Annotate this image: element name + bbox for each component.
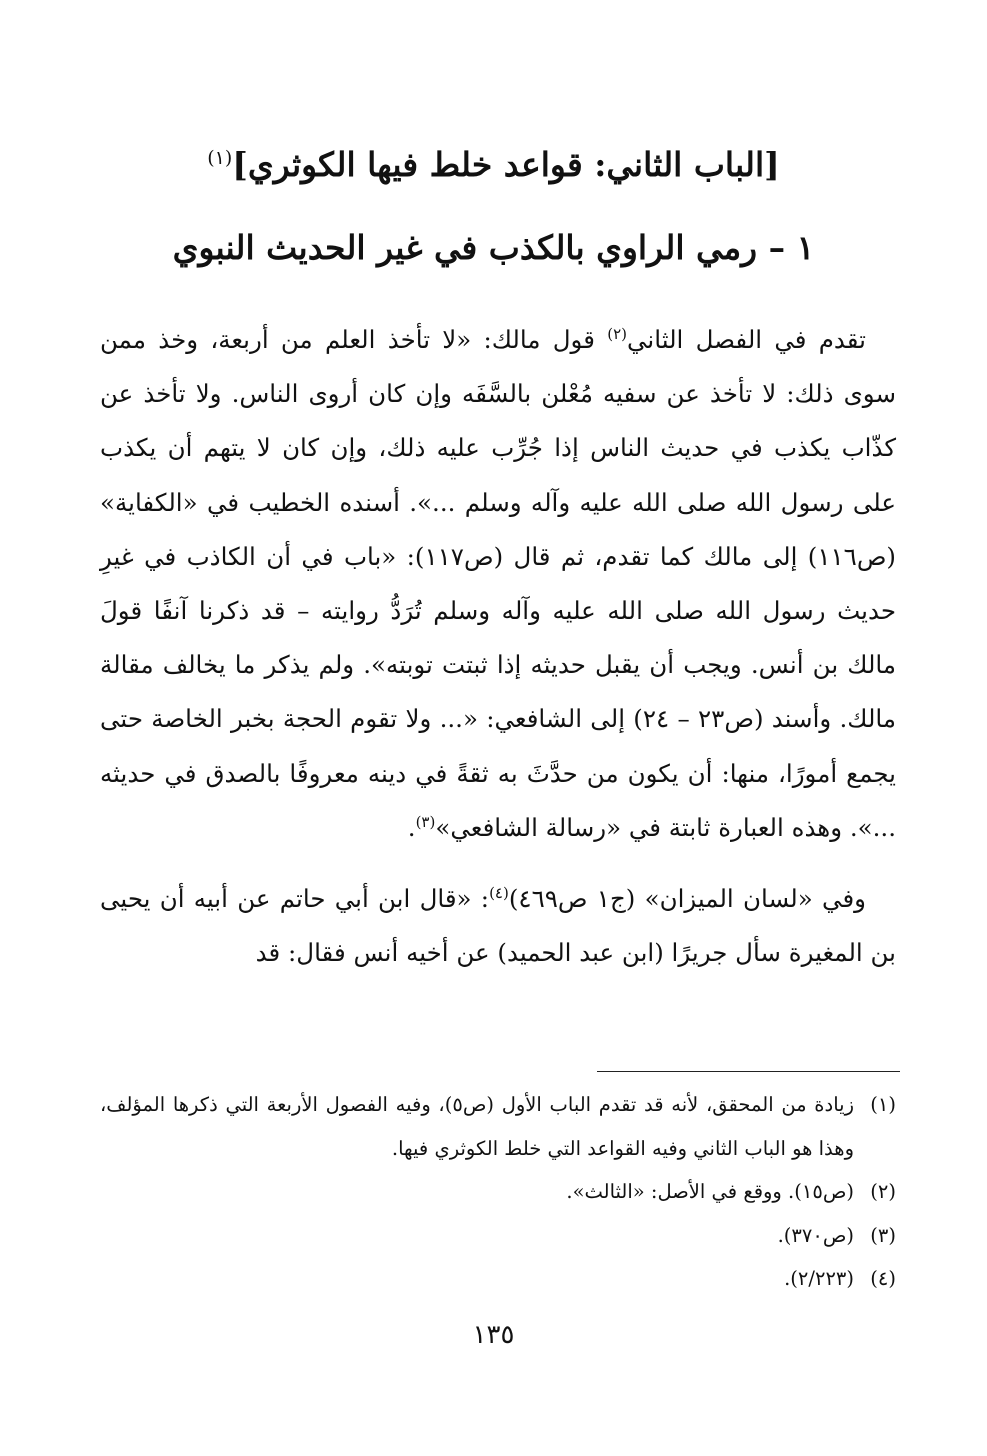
footnote-number: (٢) <box>870 1180 896 1203</box>
footnote-ref: (١) <box>207 147 233 169</box>
paragraph <box>100 313 896 855</box>
footnote-number: (١) <box>870 1093 896 1116</box>
footnote-number: (٤) <box>870 1267 896 1290</box>
footnote-ref: (٢) <box>607 324 627 343</box>
body-text <box>100 313 896 980</box>
footnote-ref: (٣) <box>415 812 436 831</box>
footnote <box>100 1257 896 1301</box>
paragraph-text: قول مالك: «لا تأخذ العلم من أربعة، وخذ ممن سوى ذلك: لا تأخذ عن سفيه مُعْلن بالسَّفَه وإن كان أروى الناس. ولا تأخذ عن كذّاب يكذب في حديث الناس إذا جُرِّب عليه ذلك، وإن كان لا يتهم أن يكذب على رسول الله صلى الله عليه وآله وسلم ...». أسنده الخطيب في «الكفاية» (ص١١٦) إلى مالك كما تقدم، ثم قال (ص١١٧): «باب في أن الكاذب في غيرِ حديث رسول الله صلى الله عليه وآله وسلم تُرَدُّ روايته – قد ذكرنا آنفًا قولَ مالك بن أنس. ويجب أن يقبل حديثه إذا ثبتت توبته». ولم يذكر ما يخالف مقالة مالك. وأسند (ص٢٣ – ٢٤) إلى الشافعي: «... ولا تقوم الحجة بخبر الخاصة حتى يجمع أمورًا، منها: أن يكون من حدَّثَ به ثقةً في دينه معروفًا بالصدق في حديثه ...». وهذه العبارة ثابتة في «رسالة الشافعي» <box>100 325 897 842</box>
footnote-text: (٢/٢٢٣). <box>784 1267 854 1290</box>
page-number: ١٣٥ <box>472 1320 515 1350</box>
chapter-title <box>90 128 897 195</box>
footnote-ref: (٤) <box>489 883 509 902</box>
footnote-text: (ص١٥). ووقع في الأصل: «الثالث». <box>566 1180 854 1203</box>
footnote <box>100 1214 896 1258</box>
footnote-text: (ص٣٧٠). <box>777 1223 854 1247</box>
section-title: ١ – رمي الراوي بالكذب في غير الحديث النبوي <box>172 228 815 267</box>
footnote <box>100 1083 896 1170</box>
footnote-text: زيادة من المحقق، لأنه قد تقدم الباب الأول (ص٥)، وفيه الفصول الأربعة التي ذكرها المؤلف، وهذا هو الباب الثاني وفيه القواعد التي خلط الكوثري فيها. <box>100 1093 854 1160</box>
footnotes <box>100 1083 896 1301</box>
footnote-number: (٣) <box>870 1223 896 1247</box>
footnote-divider <box>597 1071 900 1072</box>
paragraph <box>100 872 896 980</box>
paragraph-text: : «قال ابن أبي حاتم عن أبيه أن يحيى بن المغيرة سأل جريرًا (ابن عبد الحميد) عن أخيه أنس فقال: قد <box>100 884 896 968</box>
paragraph-text: . <box>407 812 416 842</box>
footnote <box>100 1170 896 1214</box>
paragraph-text: تقدم في الفصل الثاني <box>626 325 867 354</box>
paragraph-text: وفي «لسان الميزان» (ج١ ص٤٦٩) <box>508 884 866 914</box>
chapter-title-text: [الباب الثاني: قواعد خلط فيها الكوثري] <box>232 145 780 184</box>
